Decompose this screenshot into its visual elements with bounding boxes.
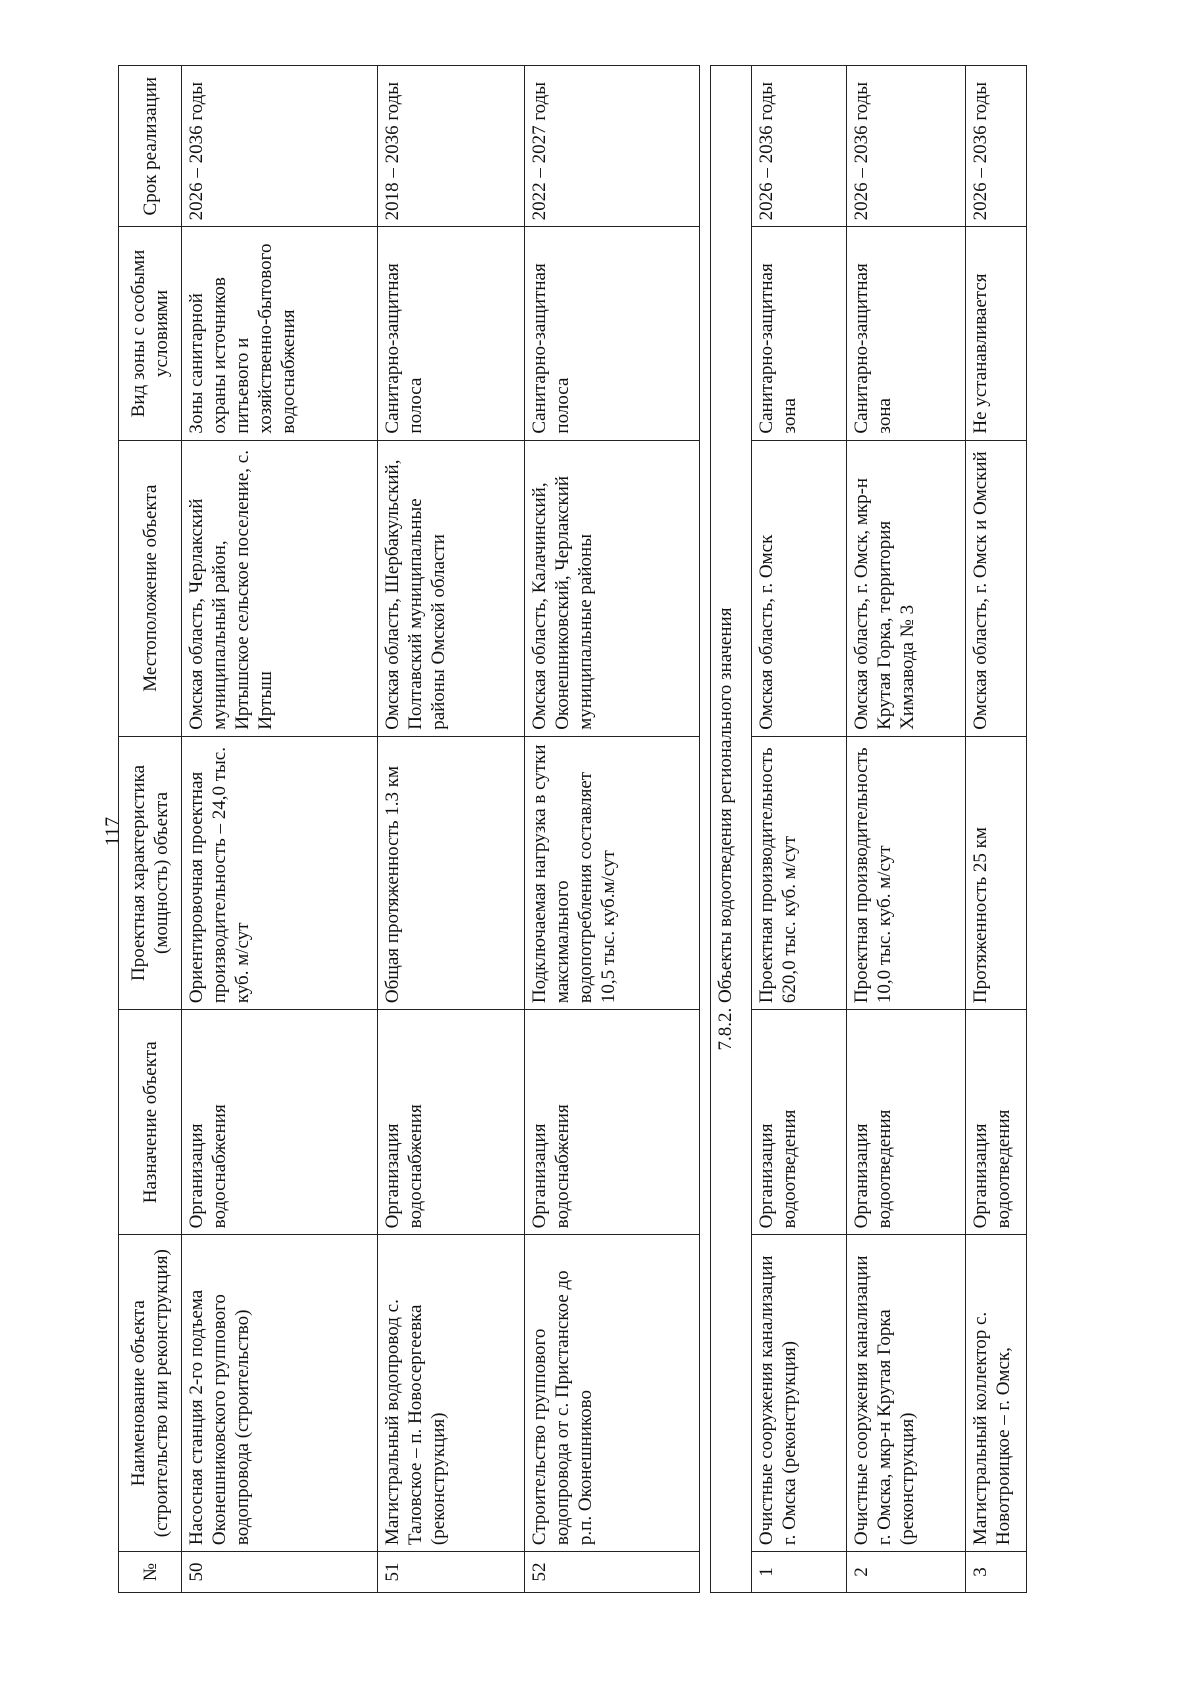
cell-term: 2026 – 2036 годы: [847, 66, 966, 227]
cell-zone: Санитарно-защитная полоса: [378, 227, 525, 440]
cell-location: Омская область, Черлакский муниципальный район, Иртышское сельское поселение, с. Иртыш: [182, 440, 378, 736]
cell-purpose: Организация водоснабжения: [378, 1010, 525, 1235]
cell-purpose: Организация водоотведения: [847, 1010, 966, 1235]
cell-num: 51: [378, 1552, 525, 1593]
cell-capacity: Протяженность 25 км: [966, 736, 1027, 1009]
cell-num: 52: [525, 1552, 700, 1593]
section-row: [711, 66, 752, 1593]
cell-purpose: Организация водоотведения: [752, 1010, 847, 1235]
cell-zone: Санитарно-защитная полоса: [525, 227, 700, 440]
table-row: [378, 66, 525, 1593]
cell-num: 1: [752, 1552, 847, 1593]
cell-term: 2026 – 2036 годы: [752, 66, 847, 227]
cell-name: Очистные сооружения канализации г. Омска, мкр-н Крутая Горка (реконструкция): [847, 1235, 966, 1552]
header-location: Местоположение объекта: [119, 440, 182, 736]
cell-term: 2018 – 2036 годы: [378, 66, 525, 227]
cell-zone: Санитарно-защитная зона: [752, 227, 847, 440]
cell-location: Омская область, г. Омск, мкр-н Крутая Горка, территория Химзавода № 3: [847, 440, 966, 736]
page-number: 117: [101, 816, 124, 847]
header-zone: Вид зоны с особыми условиями: [119, 227, 182, 440]
cell-location: Омская область, Шербакульский, Полтавский муниципальные районы Омской области: [378, 440, 525, 736]
cell-term: 2022 – 2027 годы: [525, 66, 700, 227]
cell-location: Омская область, Калачинский, Оконешниковский, Черлакский муниципальные районы: [525, 440, 700, 736]
table-header-row: [119, 66, 182, 1593]
header-name: Наименование объекта (строительство или реконструкция): [119, 1235, 182, 1552]
cell-purpose: Организация водоснабжения: [525, 1010, 700, 1235]
table-row: [182, 66, 378, 1593]
cell-capacity: Общая протяженность 1.3 км: [378, 736, 525, 1009]
cell-name: Магистральный водопровод с. Таловское – п. Новосергеевка (реконструкция): [378, 1235, 525, 1552]
cell-name: Очистные сооружения канализации г. Омска (реконструкция): [752, 1235, 847, 1552]
cell-name: Строительство группового водопровода от с. Пристанское до р.п. Оконешниково: [525, 1235, 700, 1552]
cell-num: 2: [847, 1552, 966, 1593]
cell-zone: Не устанавливается: [966, 227, 1027, 440]
objects-table: [118, 65, 1027, 1593]
cell-capacity: Ориентировочная проектная производительность – 24,0 тыс. куб. м/сут: [182, 736, 378, 1009]
table-row: [525, 66, 700, 1593]
cell-zone: Зоны санитарной охраны источников питьевого и хозяйственно-бытового водоснабжения: [182, 227, 378, 440]
cell-term: 2026 – 2036 годы: [966, 66, 1027, 227]
header-capacity: Проектная характеристика (мощность) объекта: [119, 736, 182, 1009]
header-term: Срок реализации: [119, 66, 182, 227]
cell-location: Омская область, г. Омск: [752, 440, 847, 736]
cell-num: 3: [966, 1552, 1027, 1593]
table-row: [752, 66, 847, 1593]
cell-capacity: Проектная производительность 620,0 тыс. куб. м/сут: [752, 736, 847, 1009]
table-row: [966, 66, 1027, 1593]
header-num: №: [119, 1552, 182, 1593]
cell-purpose: Организация водоотведения: [966, 1010, 1027, 1235]
section-title: 7.8.2. Объекты водоотведения регионального значения: [711, 66, 752, 1593]
cell-capacity: Проектная производительность 10,0 тыс. куб. м/сут: [847, 736, 966, 1009]
cell-purpose: Организация водоснабжения: [182, 1010, 378, 1235]
cell-zone: Санитарно-защитная зона: [847, 227, 966, 440]
cell-name: Магистральный коллектор с. Новотроицкое – г. Омск,: [966, 1235, 1027, 1552]
cell-num: 50: [182, 1552, 378, 1593]
header-purpose: Назначение объекта: [119, 1010, 182, 1235]
cell-name: Насосная станция 2-го подъема Оконешниковского группового водопровода (строительство): [182, 1235, 378, 1552]
cell-term: 2026 – 2036 годы: [182, 66, 378, 227]
rotated-table-container: [118, 65, 1083, 1593]
cell-capacity: Подключаемая нагрузка в сутки максимального водопотребления составляет 10,5 тыс. куб.м/сут: [525, 736, 700, 1009]
table-gap-row: [700, 66, 711, 1593]
cell-location: Омская область, г. Омск и Омский: [966, 440, 1027, 736]
table-row: [847, 66, 966, 1593]
